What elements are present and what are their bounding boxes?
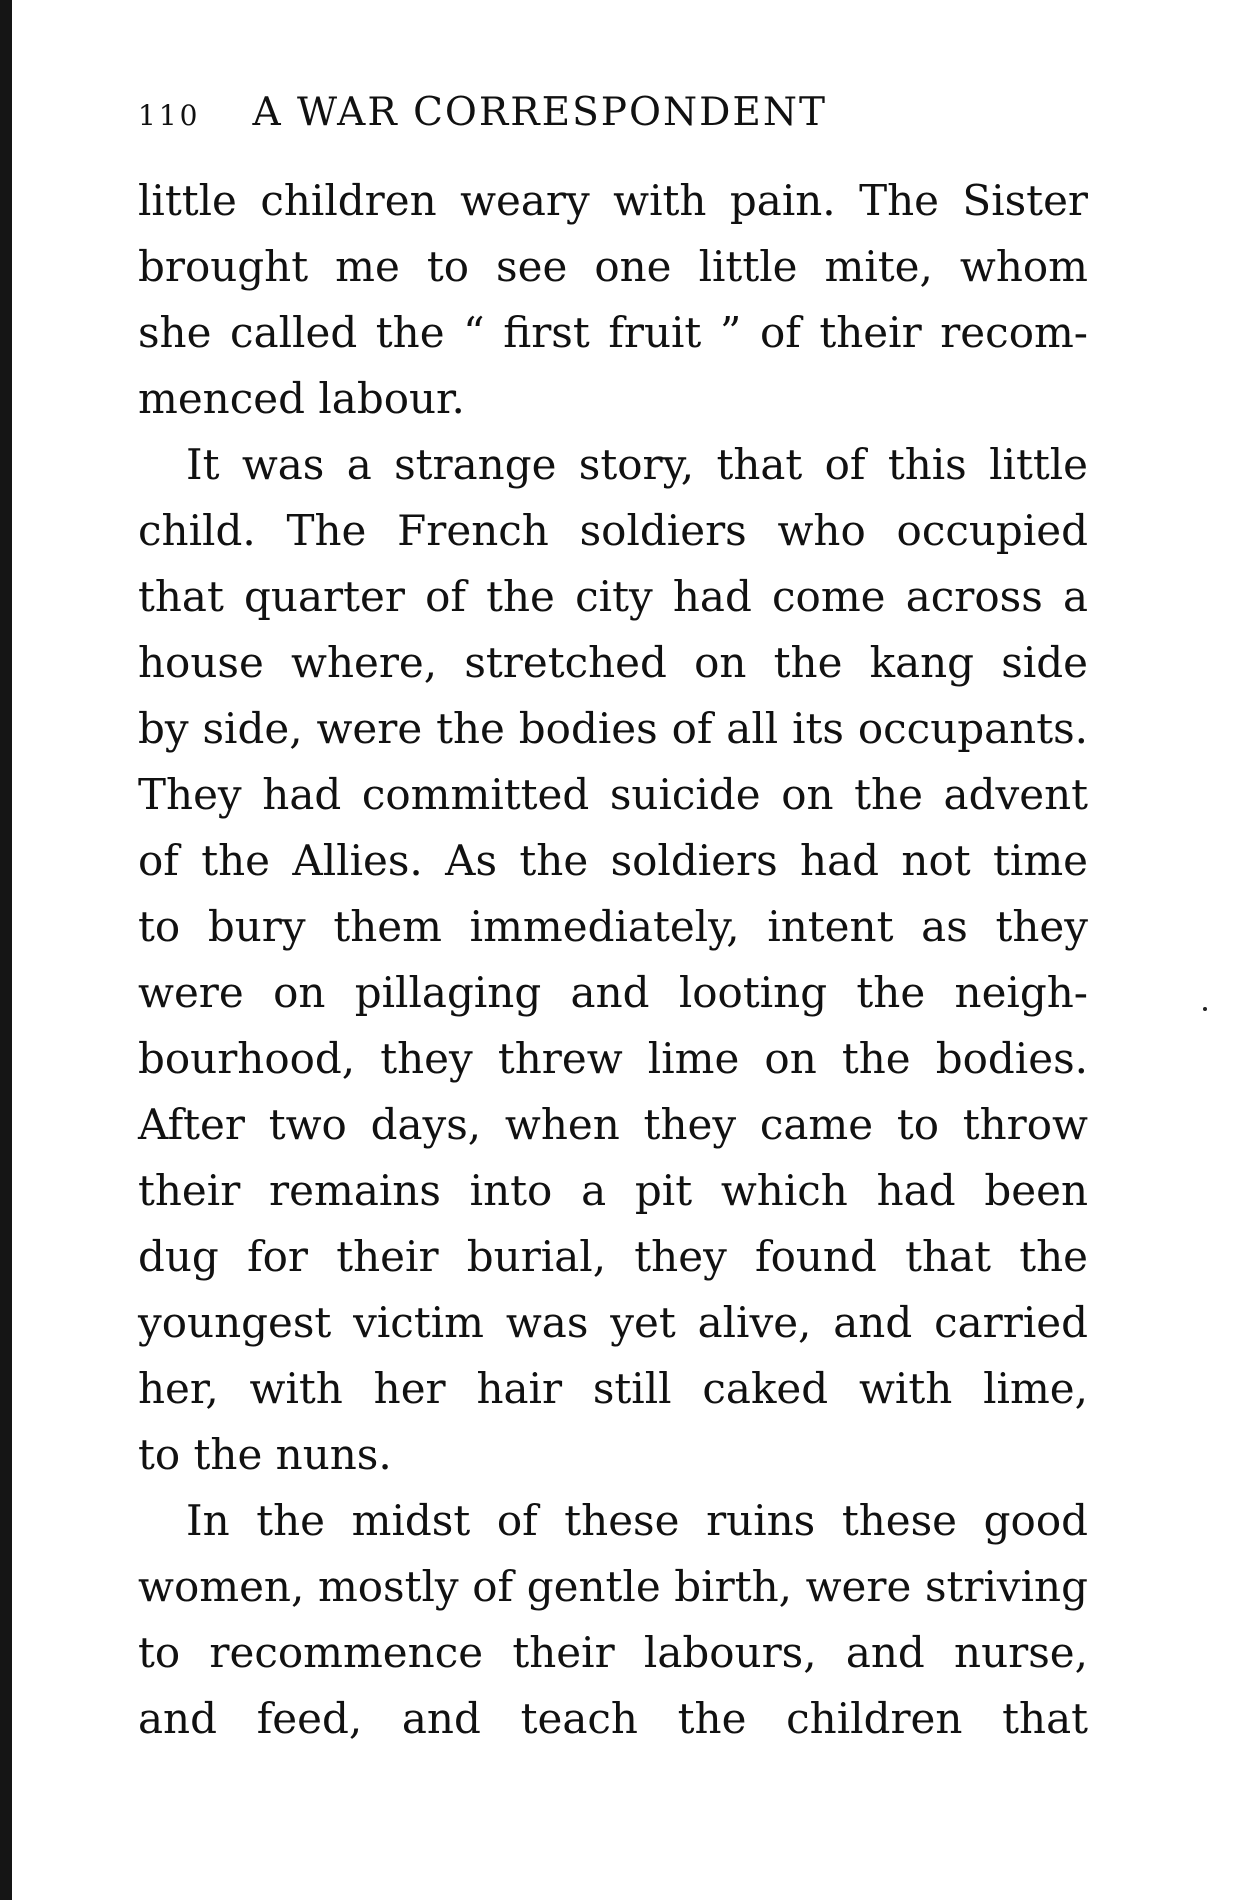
text-line: dug for their burial, they found that the xyxy=(138,1232,1088,1281)
text-line: to recommence their labours, and nurse, xyxy=(138,1628,1088,1677)
text-line: were on pillaging and looting the neigh- xyxy=(138,968,1088,1017)
text-line: of the Allies. As the soldiers had not time xyxy=(138,836,1088,885)
text-line: house where, stretched on the kang side xyxy=(138,638,1088,687)
page-number: 110 xyxy=(138,99,201,132)
text-line: child. The French soldiers who occupied xyxy=(138,506,1088,555)
text-line: bourhood, they threw lime on the bodies. xyxy=(138,1034,1088,1083)
text-line: youngest victim was yet alive, and carried xyxy=(138,1298,1088,1347)
text-line: brought me to see one little mite, whom xyxy=(138,242,1088,291)
text-line: to bury them immediately, intent as they xyxy=(138,902,1088,951)
text-line: and feed, and teach the children that xyxy=(138,1694,1088,1743)
book-page xyxy=(138,0,1088,1900)
text-line: After two days, when they came to throw xyxy=(138,1100,1088,1149)
text-line: menced labour. xyxy=(138,374,465,423)
text-line: she called the “ first fruit ” of their recom- xyxy=(138,308,1088,357)
running-title: A WAR CORRESPONDENT xyxy=(252,90,828,135)
text-line: In the midst of these ruins these good xyxy=(186,1496,1088,1545)
page-body xyxy=(138,168,1088,1752)
paper-speck xyxy=(1203,1007,1207,1011)
text-line: that quarter of the city had come across a xyxy=(138,572,1088,621)
text-line: little children weary with pain. The Sister xyxy=(138,176,1088,225)
text-line: It was a strange story, that of this little xyxy=(186,440,1088,489)
text-line: by side, were the bodies of all its occupants. xyxy=(138,704,1088,753)
text-line: their remains into a pit which had been xyxy=(138,1166,1088,1215)
running-head xyxy=(138,88,1088,138)
book-spine-edge xyxy=(0,0,12,1900)
text-line: her, with her hair still caked with lime, xyxy=(138,1364,1088,1413)
text-line: women, mostly of gentle birth, were striving xyxy=(138,1562,1088,1611)
text-line: They had committed suicide on the advent xyxy=(138,770,1088,819)
text-line: to the nuns. xyxy=(138,1430,392,1479)
